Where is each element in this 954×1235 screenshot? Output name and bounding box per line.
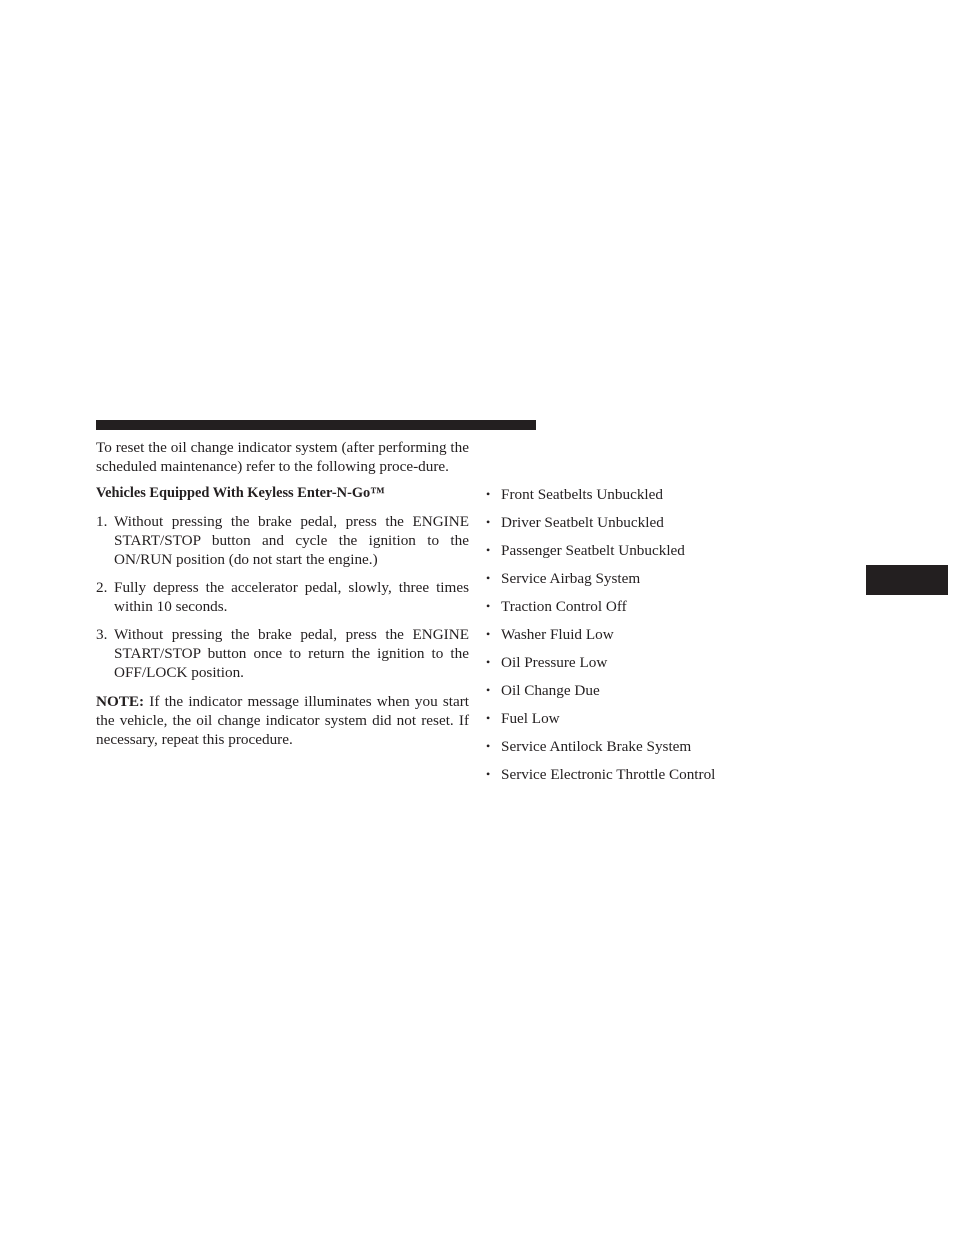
list-item: [486, 681, 786, 709]
step-number: 2.: [96, 579, 108, 596]
list-item: [486, 709, 786, 737]
procedure-steps: [96, 512, 469, 682]
procedure-step: [96, 625, 469, 682]
step-text: Without pressing the brake pedal, press the ENGINE START/STOP button and cycle the ignition to the ON/RUN position (do not start the engine.): [114, 513, 469, 568]
list-item: [486, 541, 786, 569]
list-item-text: Driver Seatbelt Unbuckled: [501, 514, 664, 531]
bullet-icon: •: [486, 627, 491, 641]
list-item: [486, 737, 786, 765]
list-item-text: Oil Pressure Low: [501, 654, 608, 671]
bullet-icon: •: [486, 571, 491, 585]
bullet-icon: •: [486, 739, 491, 753]
list-item-text: Traction Control Off: [501, 598, 627, 615]
bullet-icon: •: [486, 487, 491, 501]
step-text: Fully depress the accelerator pedal, slowly, three times within 10 seconds.: [114, 579, 469, 615]
list-item: [486, 653, 786, 681]
list-item: [486, 625, 786, 653]
step-number: 1.: [96, 513, 108, 530]
step-text: Without pressing the brake pedal, press the ENGINE START/STOP button once to return the ignition to the OFF/LOCK position.: [114, 626, 469, 681]
list-item-text: Service Antilock Brake System: [501, 738, 692, 755]
list-item: [486, 485, 786, 513]
note-label: NOTE:: [96, 693, 145, 710]
bullet-icon: •: [486, 599, 491, 613]
step-number: 3.: [96, 626, 108, 643]
chapter-tab-marker: [866, 565, 948, 595]
note-text: If the indicator message illuminates when you start the vehicle, the oil change indicator system did not reset. If necessary, repeat this procedure.: [96, 693, 469, 748]
list-item-text: Front Seatbelts Unbuckled: [501, 486, 663, 503]
bullet-icon: •: [486, 683, 491, 697]
list-item: [486, 597, 786, 625]
section-rule: [96, 420, 536, 430]
bullet-icon: •: [486, 543, 491, 557]
list-item-text: Service Electronic Throttle Control: [501, 766, 716, 783]
list-item-text: Passenger Seatbelt Unbuckled: [501, 542, 685, 559]
bullet-icon: •: [486, 711, 491, 725]
list-item: [486, 569, 786, 597]
warning-message-list: [486, 485, 786, 793]
list-item-text: Service Airbag System: [501, 570, 641, 587]
left-column: [96, 438, 469, 749]
procedure-step: [96, 512, 469, 569]
section-heading: Vehicles Equipped With Keyless Enter-N-Go™: [96, 485, 385, 501]
list-item: [486, 513, 786, 541]
procedure-step: [96, 578, 469, 616]
list-item-text: Washer Fluid Low: [501, 626, 614, 643]
bullet-icon: •: [486, 655, 491, 669]
list-item-text: Oil Change Due: [501, 682, 600, 699]
intro-paragraph: To reset the oil change indicator system (after performing the scheduled maintenance) refer to the following proce-dure.: [96, 439, 469, 475]
bullet-icon: •: [486, 515, 491, 529]
list-item: [486, 765, 786, 793]
right-column: [486, 485, 786, 793]
note-paragraph: [96, 692, 469, 749]
bullet-icon: •: [486, 767, 491, 781]
list-item-text: Fuel Low: [501, 710, 560, 727]
